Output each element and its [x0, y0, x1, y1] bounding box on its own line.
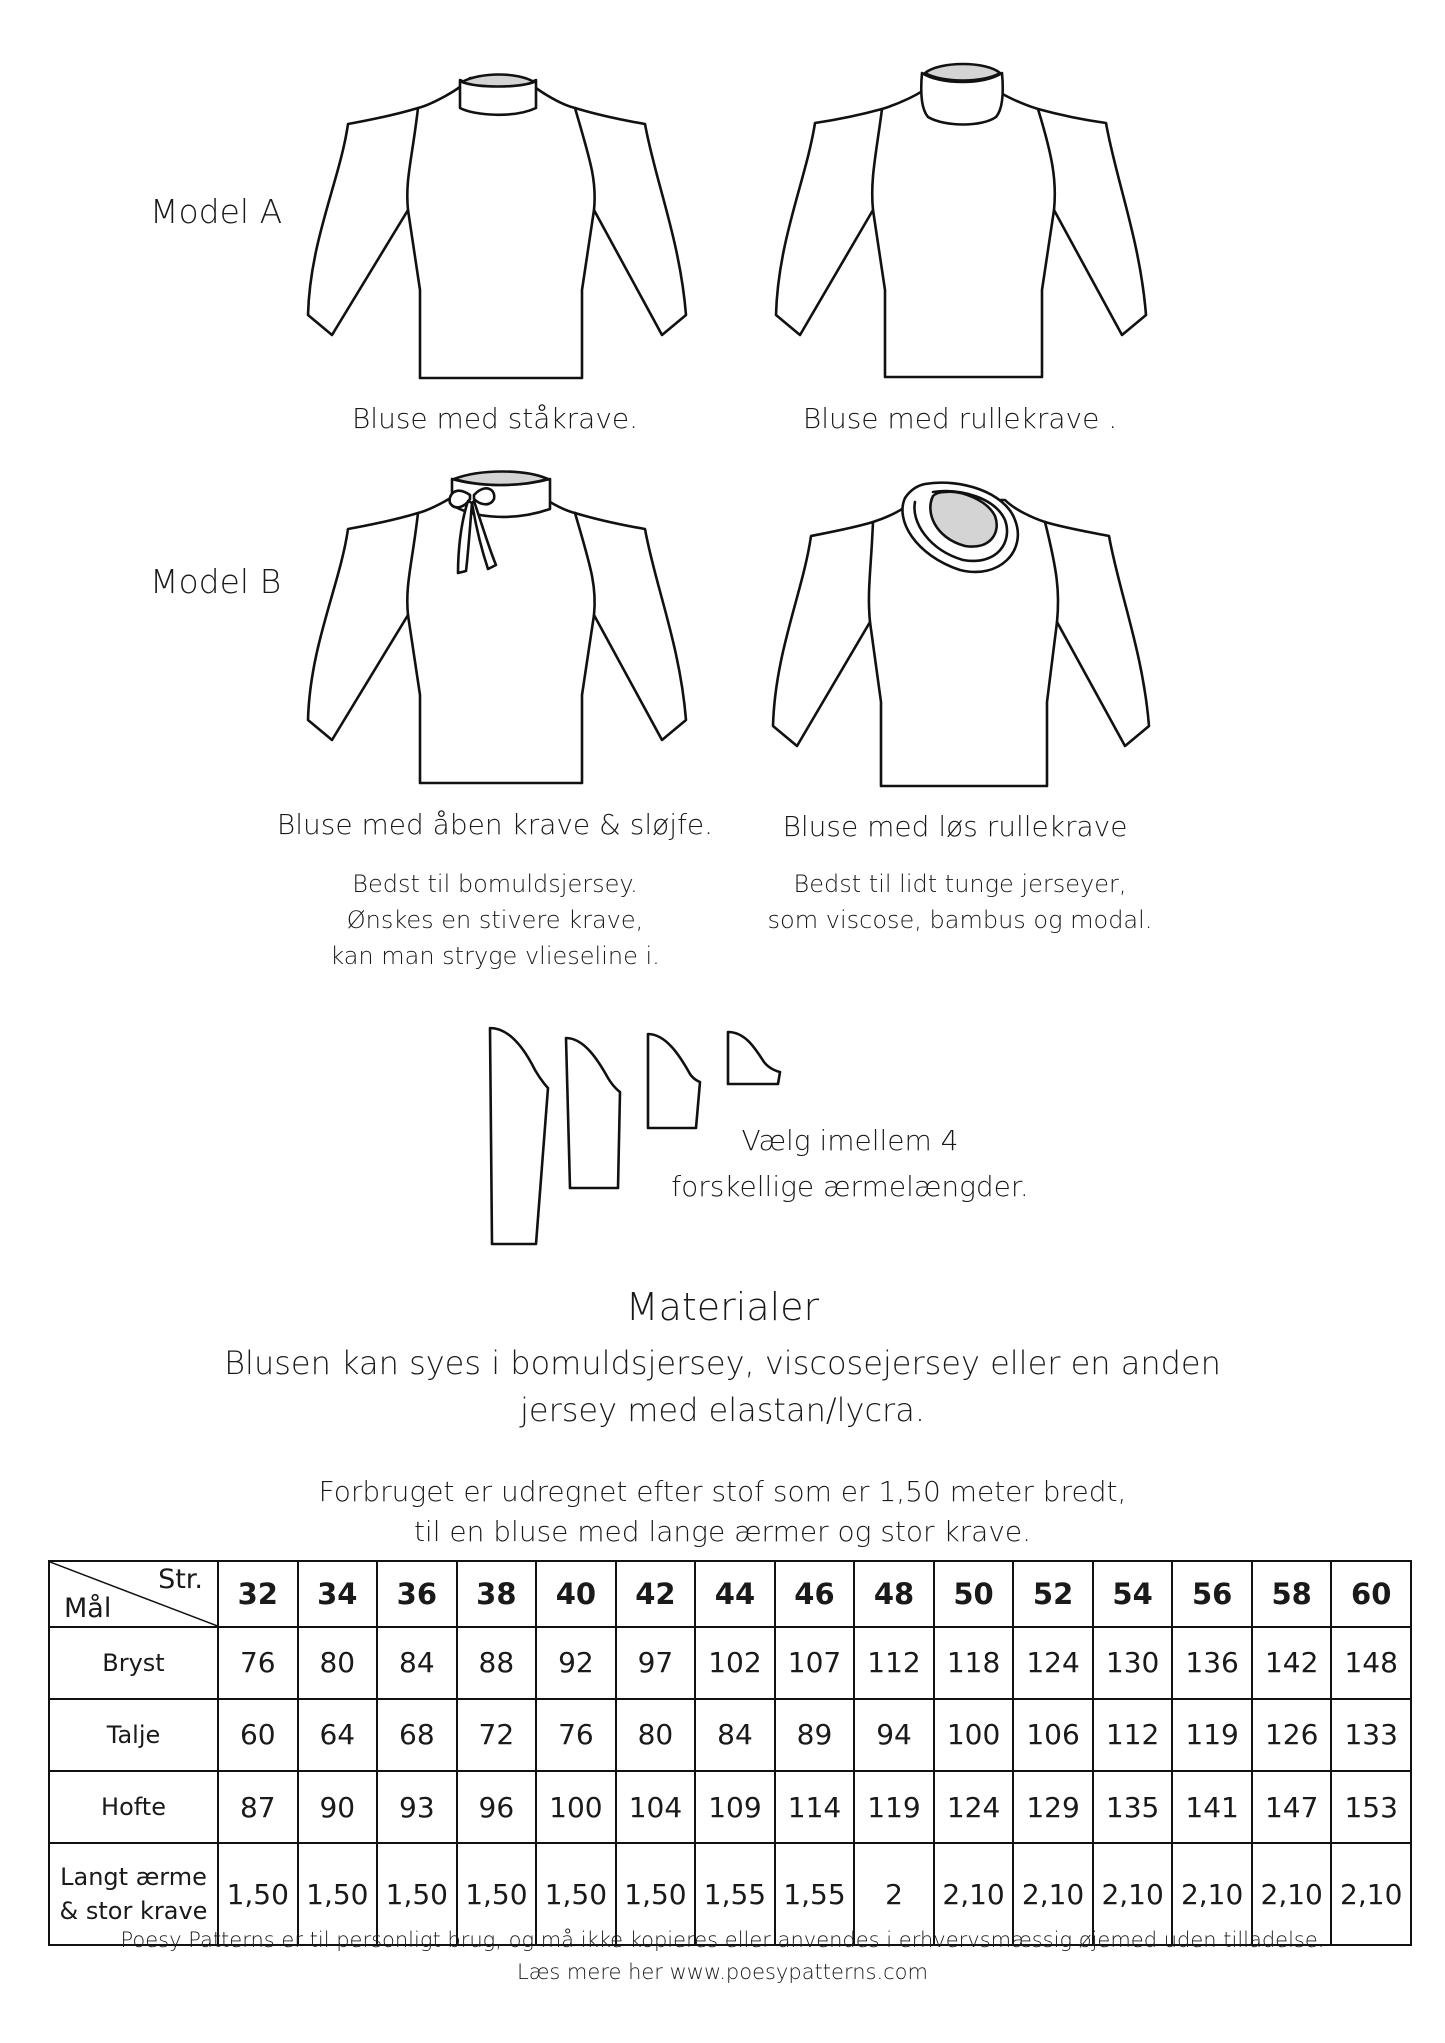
row-label-line: & stor krave — [59, 1897, 208, 1926]
size-cell: 36 — [377, 1561, 457, 1627]
value-cell: 129 — [1013, 1771, 1093, 1843]
value-cell: 96 — [457, 1771, 537, 1843]
value-cell: 109 — [695, 1771, 775, 1843]
value-cell: 148 — [1331, 1627, 1411, 1699]
value-cell: 94 — [854, 1699, 934, 1771]
value-cell: 1,55 — [695, 1843, 775, 1945]
value-cell: 76 — [536, 1699, 616, 1771]
value-cell: 97 — [616, 1627, 696, 1699]
garment-a-stand-collar-illustration — [300, 60, 690, 390]
garment-b-bow-collar-illustration — [300, 465, 690, 795]
size-cell: 46 — [775, 1561, 855, 1627]
size-cell: 32 — [218, 1561, 298, 1627]
size-cell: 58 — [1252, 1561, 1332, 1627]
value-cell: 142 — [1252, 1627, 1332, 1699]
value-cell: 114 — [775, 1771, 855, 1843]
value-cell: 1,50 — [218, 1843, 298, 1945]
value-cell: 87 — [218, 1771, 298, 1843]
size-cell: 60 — [1331, 1561, 1411, 1627]
footer-website-link[interactable]: Læs mere her www.poesypatterns.com — [517, 1960, 928, 1984]
garment-a-roll-collar-illustration — [770, 55, 1150, 390]
value-cell: 100 — [536, 1771, 616, 1843]
row-label: Hofte — [49, 1771, 218, 1843]
footer-copyright: Poesy Patterns er til personligt brug, og må ikke kopieres eller anvendes i erhvervsmæssig øjemed uden tilladelse. — [120, 1928, 1325, 1952]
fabric-usage-note — [0, 1472, 1445, 1552]
value-cell: 89 — [775, 1699, 855, 1771]
value-cell: 136 — [1172, 1627, 1252, 1699]
sleeve-text-line: forskellige ærmelængder. — [671, 1170, 1029, 1203]
materials-description — [0, 1340, 1445, 1434]
value-cell: 112 — [854, 1627, 934, 1699]
value-cell: 2 — [854, 1843, 934, 1945]
row-label-line: Langt ærme — [60, 1863, 207, 1892]
size-cell: 56 — [1172, 1561, 1252, 1627]
size-cell: 50 — [934, 1561, 1014, 1627]
size-header-row — [49, 1561, 1411, 1627]
size-table — [48, 1560, 1412, 1946]
value-cell: 80 — [616, 1699, 696, 1771]
note-line: Bedst til bomuldsjersey. — [352, 870, 638, 898]
table-row-bryst — [49, 1627, 1411, 1699]
size-cell: 44 — [695, 1561, 775, 1627]
materials-line: Blusen kan syes i bomuldsjersey, viscosejersey eller en anden — [224, 1344, 1221, 1382]
sleeve-text-line: Vælg imellem 4 — [741, 1124, 959, 1157]
sleeve-lengths-text — [660, 1118, 1040, 1210]
value-cell: 64 — [298, 1699, 378, 1771]
materials-title: Materialer — [625, 1285, 820, 1329]
value-cell: 68 — [377, 1699, 457, 1771]
footer — [0, 1924, 1445, 1988]
table-row-talje — [49, 1699, 1411, 1771]
value-cell: 93 — [377, 1771, 457, 1843]
value-cell: 104 — [616, 1771, 696, 1843]
value-cell: 84 — [695, 1699, 775, 1771]
value-cell: 106 — [1013, 1699, 1093, 1771]
size-cell: 40 — [536, 1561, 616, 1627]
value-cell: 112 — [1093, 1699, 1173, 1771]
size-cell: 54 — [1093, 1561, 1173, 1627]
note-line: Bedst til lidt tunge jerseyer, — [793, 870, 1127, 898]
value-cell: 2,10 — [1331, 1843, 1411, 1945]
caption-bow-collar: Bluse med åben krave & sløjfe. — [276, 808, 714, 841]
table-corner-cell — [49, 1561, 218, 1627]
model-b-label: Model B — [150, 562, 282, 601]
value-cell: 102 — [695, 1627, 775, 1699]
value-cell: 2,10 — [934, 1843, 1014, 1945]
value-cell: 84 — [377, 1627, 457, 1699]
row-label: Talje — [49, 1699, 218, 1771]
value-cell: 1,50 — [298, 1843, 378, 1945]
size-cell: 48 — [854, 1561, 934, 1627]
note-line: kan man stryge vlieseline i. — [330, 942, 660, 970]
corner-size-label: Str. — [158, 1564, 203, 1595]
value-cell: 153 — [1331, 1771, 1411, 1843]
materials-line: jersey med elastan/lycra. — [520, 1391, 925, 1429]
row-label: Bryst — [49, 1627, 218, 1699]
value-cell: 88 — [457, 1627, 537, 1699]
value-cell: 2,10 — [1172, 1843, 1252, 1945]
size-cell: 42 — [616, 1561, 696, 1627]
note-bow-collar — [300, 866, 690, 974]
value-cell: 126 — [1252, 1699, 1332, 1771]
value-cell: 1,50 — [377, 1843, 457, 1945]
caption-stand-collar: Bluse med ståkrave. — [351, 402, 639, 435]
value-cell: 1,55 — [775, 1843, 855, 1945]
value-cell: 141 — [1172, 1771, 1252, 1843]
value-cell: 2,10 — [1013, 1843, 1093, 1945]
value-cell: 133 — [1331, 1699, 1411, 1771]
value-cell: 107 — [775, 1627, 855, 1699]
value-cell: 80 — [298, 1627, 378, 1699]
value-cell: 100 — [934, 1699, 1014, 1771]
value-cell: 1,50 — [457, 1843, 537, 1945]
value-cell: 92 — [536, 1627, 616, 1699]
garment-b-loose-roll-collar-illustration — [765, 470, 1155, 800]
table-row-hofte — [49, 1771, 1411, 1843]
note-line: som viscose, bambus og modal. — [767, 906, 1153, 934]
value-cell: 124 — [1013, 1627, 1093, 1699]
corner-measure-label: Mål — [64, 1592, 112, 1624]
size-cell: 34 — [298, 1561, 378, 1627]
value-cell: 76 — [218, 1627, 298, 1699]
value-cell: 72 — [457, 1699, 537, 1771]
note-loose-roll-collar — [745, 866, 1175, 938]
value-cell: 135 — [1093, 1771, 1173, 1843]
value-cell: 118 — [934, 1627, 1014, 1699]
value-cell: 60 — [218, 1699, 298, 1771]
size-cell: 38 — [457, 1561, 537, 1627]
value-cell: 119 — [1172, 1699, 1252, 1771]
value-cell: 119 — [854, 1771, 934, 1843]
caption-roll-collar: Bluse med rullekrave . — [802, 402, 1118, 435]
value-cell: 130 — [1093, 1627, 1173, 1699]
usage-line: til en bluse med lange ærmer og stor krave. — [413, 1515, 1032, 1548]
value-cell: 1,50 — [536, 1843, 616, 1945]
value-cell: 2,10 — [1093, 1843, 1173, 1945]
value-cell: 147 — [1252, 1771, 1332, 1843]
model-a-label: Model A — [150, 192, 283, 231]
value-cell: 2,10 — [1252, 1843, 1332, 1945]
usage-line: Forbruget er udregnet efter stof som er 1,50 meter bredt, — [318, 1475, 1127, 1508]
value-cell: 90 — [298, 1771, 378, 1843]
value-cell: 1,50 — [616, 1843, 696, 1945]
caption-loose-roll-collar: Bluse med løs rullekrave — [782, 810, 1128, 843]
size-cell: 52 — [1013, 1561, 1093, 1627]
note-line: Ønskes en stivere krave, — [346, 906, 644, 934]
value-cell: 124 — [934, 1771, 1014, 1843]
